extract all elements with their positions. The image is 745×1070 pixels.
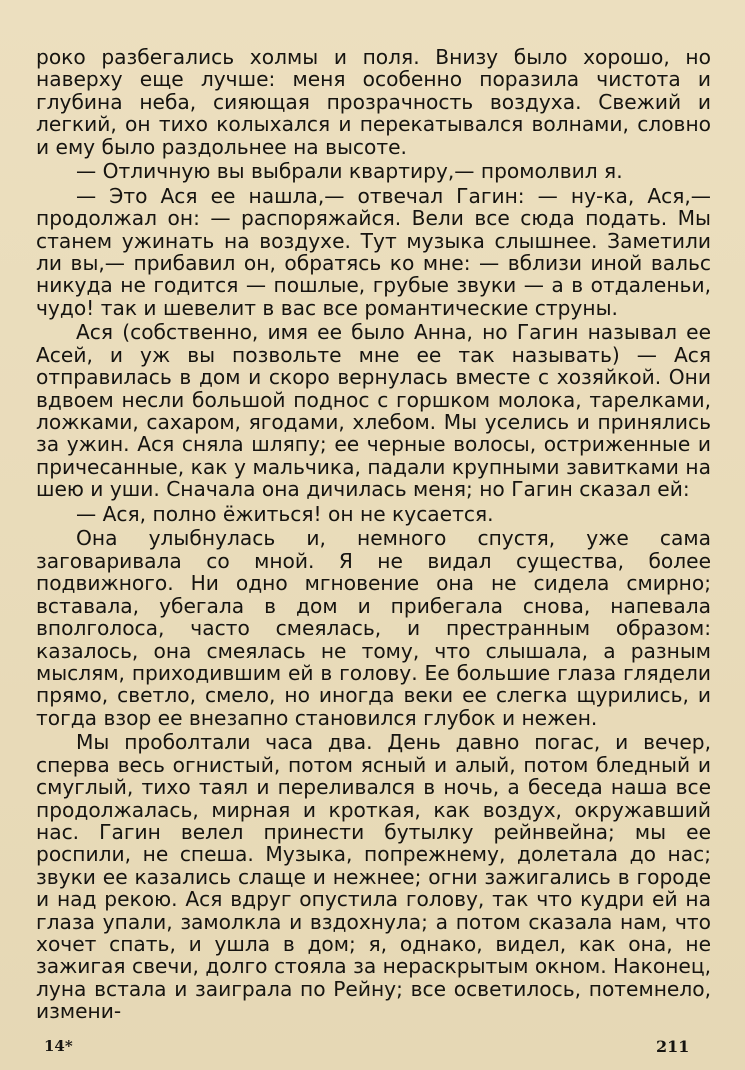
paragraph: — Ася, полно ёжиться! он не кусается.	[76, 501, 494, 526]
paragraph: Ася (собственно, имя ее было Анна, но Гагин называл ее Асей, и уж вы позвольте мне ее так называть) — Ася отправилась в дом и скоро вернулась вместе с хозяйкой. Они вдвоем несли большой поднос с горшком молока, тарелками, ложками, сахаром, ягодами, хлебом. Мы уселись и принялись за ужин. Ася сняла шляпу; ее черные волосы, остриженные и причесанные, как у мальчика, падали крупными завитками на шею и уши. Сначала она дичилась меня; но Гагин сказал ей:	[36, 320, 711, 502]
paragraph: Мы проболтали часа два. День давно погас, и вечер, сперва весь огнистый, потом ясный и алый, потом бледный и смуглый, тихо таял и переливался в ночь, а беседа наша все продолжалась, мирная и кроткая, как воздух, окружавший нас. Гагин велел принести бутылку рейнвейна; мы ее роспили, не спеша. Музыка, попрежнему, долетала до нас; звуки ее казались слаще и нежнее; огни зажигались в городе и над рекою. Ася вдруг опустила голову, так что кудри ей на глаза упали, замолкла и вздохнула; а потом сказала нам, что хочет спать, и ушла в дом; я, однако, видел, как она, не зажигая свечи, долго стояла за нераскрытым окном. Наконец, луна встала и заиграла по Рейну; все осветилось, потемнело, измени-	[36, 730, 711, 1024]
paragraph: — Отличную вы выбрали квартиру,— промолвил я.	[76, 159, 623, 184]
page-number: 211	[656, 1037, 690, 1056]
paragraph: Она улыбнулась и, немного спустя, уже сама заговаривала со мной. Я не видал существа, более подвижного. Ни одно мгновение она не сидела смирно; вставала, убегала в дом и прибегала снова, напевала вполголоса, часто смеялась, и престранным образом: казалось, она смеялась не тому, что слышала, а разным мыслям, приходившим ей в голову. Ее большие глаза глядели прямо, светло, смело, но иногда веки ее слегка щурились, и тогда взор ее внезапно становился глубок и нежен.	[36, 526, 711, 730]
paragraph: — Это Ася ее нашла,— отвечал Гагин: — ну-ка, Ася,— продолжал он: — распоряжайся. Вели все сюда подать. Мы станем ужинать на воздухе. Тут музыка слышнее. Заметили ли вы,— прибавил он, обратясь ко мне: — вблизи иной вальс никуда не годится — пошлые, грубые звуки — а в отдаленьи, чудо! так и шевелит в вас все романтические струны.	[36, 183, 711, 320]
body-text	[36, 46, 711, 1023]
paragraph: роко разбегались холмы и поля. Внизу было хорошо, но наверху еще лучше: меня особенно поразила чистота и глубина неба, сияющая прозрачность воздуха. Свежий и легкий, он тихо колыхался и перекатывался волнами, словно и ему было раздольнее на высоте.	[36, 45, 711, 159]
signature-mark: 14*	[44, 1037, 73, 1055]
